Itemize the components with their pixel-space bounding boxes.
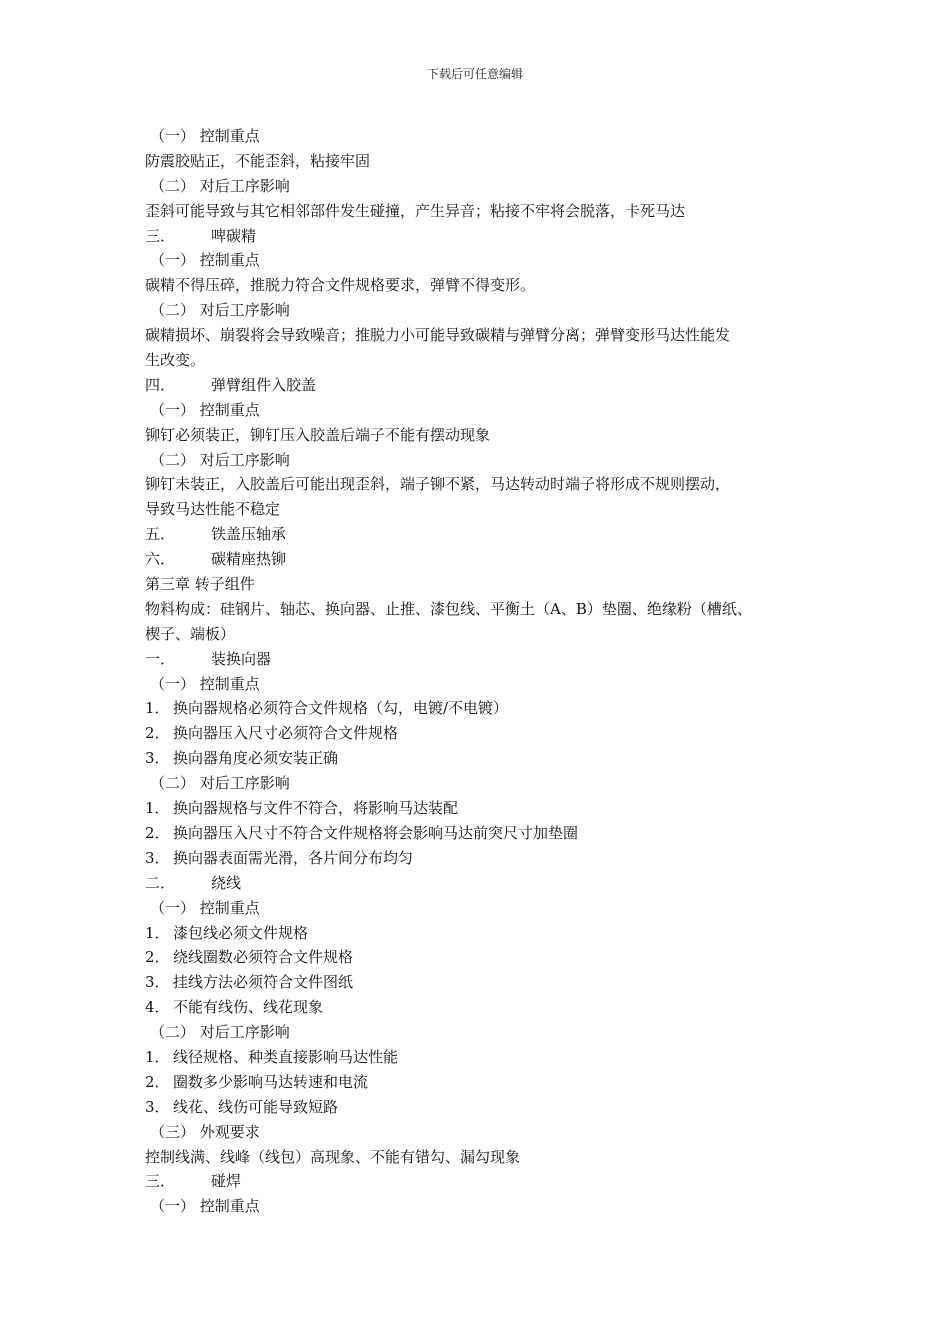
list-number: 3． [145,848,170,867]
section-title: 碰焊 [211,1172,242,1191]
list-number: 3． [145,1097,170,1116]
list-item [145,846,825,871]
chapter-heading: 第三章 转子组件 [145,575,255,594]
list-item [145,945,825,970]
document-body [145,124,825,1219]
section-heading [145,1169,825,1194]
paragraph: 导致马达性能不稳定 [145,500,281,519]
list-number: 3． [145,749,170,768]
subheading: （一） 控制重点 [150,1197,260,1216]
section-title: 弹臂组件入胶盖 [211,375,317,394]
section-number: 五． [145,525,176,544]
list-text: 换向器压入尺寸不符合文件规格将会影响马达前突尺寸加垫圈 [173,823,579,842]
subheading: （二） 对后工序影响 [150,774,290,793]
section-heading [145,522,825,547]
section-heading [145,647,825,672]
subheading: （一） 控制重点 [150,127,260,145]
paragraph: 碳精损坏、崩裂将会导致噪音；推脱力小可能导致碳精与弹臂分离；弹臂变形马达性能发 [145,326,731,345]
subheading: （二） 对后工序影响 [150,176,290,195]
section-heading [145,373,825,398]
section-title: 装换向器 [211,649,272,668]
paragraph: 碳精不得压碎，推脱力符合文件规格要求，弹臂不得变形。 [145,276,536,295]
paragraph: 铆钉必须装正，铆钉压入胶盖后端子不能有摆动现象 [145,425,491,444]
paragraph: 防震胶贴正，不能歪斜，粘接牢固 [145,151,371,170]
section-heading [145,547,825,572]
paragraph: 生改变。 [145,351,206,370]
list-item [145,746,825,771]
list-item [145,995,825,1020]
list-item [145,696,825,721]
section-number: 一． [145,649,176,668]
subheading: （一） 控制重点 [150,400,260,419]
section-title: 绕线 [211,873,242,892]
list-number: 2． [145,724,170,743]
subheading: （三） 外观要求 [150,1122,260,1141]
list-item [145,796,825,821]
list-text: 换向器规格必须符合文件规格（勾，电镀/不电镀） [173,699,509,718]
list-text: 挂线方法必须符合文件图纸 [173,973,354,992]
list-text: 换向器角度必须安装正确 [173,749,339,768]
section-number: 四． [145,375,176,394]
list-text: 线花、线伤可能导致短路 [173,1097,339,1116]
list-number: 1． [145,699,170,718]
list-text: 圈数多少影响马达转速和电流 [173,1072,369,1091]
paragraph: 控制线满、线峰（线包）高现象、不能有错勾、漏勾现象 [145,1147,521,1166]
list-text: 不能有线伤、线花现象 [173,998,324,1017]
section-number: 三． [145,1172,176,1191]
paragraph: 物料构成：硅钢片、轴芯、换向器、止推、漆包线、平衡土（A、B）垫圈、绝缘粉（槽纸、 [145,599,752,618]
subheading: （二） 对后工序影响 [150,301,290,320]
list-number: 2． [145,948,170,967]
page-header: 下载后可任意编辑 [426,67,523,81]
list-number: 1． [145,1047,170,1066]
list-number: 3． [145,973,170,992]
subheading: （二） 对后工序影响 [150,1023,290,1042]
list-item [145,721,825,746]
list-number: 2． [145,823,170,842]
list-text: 线径规格、种类直接影响马达性能 [173,1047,399,1066]
subheading: （一） 控制重点 [150,251,260,270]
section-number: 六． [145,550,176,569]
list-text: 换向器规格与文件不符合，将影响马达装配 [173,799,459,818]
list-item [145,1095,825,1120]
subheading: （一） 控制重点 [150,674,260,693]
list-item [145,921,825,946]
paragraph: 楔子、端板） [145,624,236,643]
paragraph: 歪斜可能导致与其它相邻部件发生碰撞，产生异音；粘接不牢将会脱落，卡死马达 [145,201,686,220]
list-number: 2． [145,1072,170,1091]
section-number: 三． [145,226,176,245]
list-text: 绕线圈数必须符合文件规格 [173,948,354,967]
list-number: 1． [145,923,170,942]
section-number: 二． [145,873,176,892]
section-title: 啤碳精 [211,226,257,245]
list-item [145,970,825,995]
section-heading [145,871,825,896]
list-text: 换向器压入尺寸必须符合文件规格 [173,724,399,743]
list-number: 1． [145,799,170,818]
paragraph: 铆钉未装正，入胶盖后可能出现歪斜，端子铆不紧，马达转动时端子将形成不规则摆动， [145,475,731,494]
section-title: 铁盖压轴承 [211,525,287,544]
list-text: 换向器表面需光滑，各片间分布均匀 [173,848,414,867]
list-number: 4． [145,998,170,1017]
list-text: 漆包线必须文件规格 [173,923,309,942]
section-heading [145,224,825,249]
subheading: （一） 控制重点 [150,898,260,917]
subheading: （二） 对后工序影响 [150,450,290,469]
list-item [145,1070,825,1095]
section-title: 碳精座热铆 [211,550,287,569]
list-item [145,821,825,846]
list-item [145,1045,825,1070]
